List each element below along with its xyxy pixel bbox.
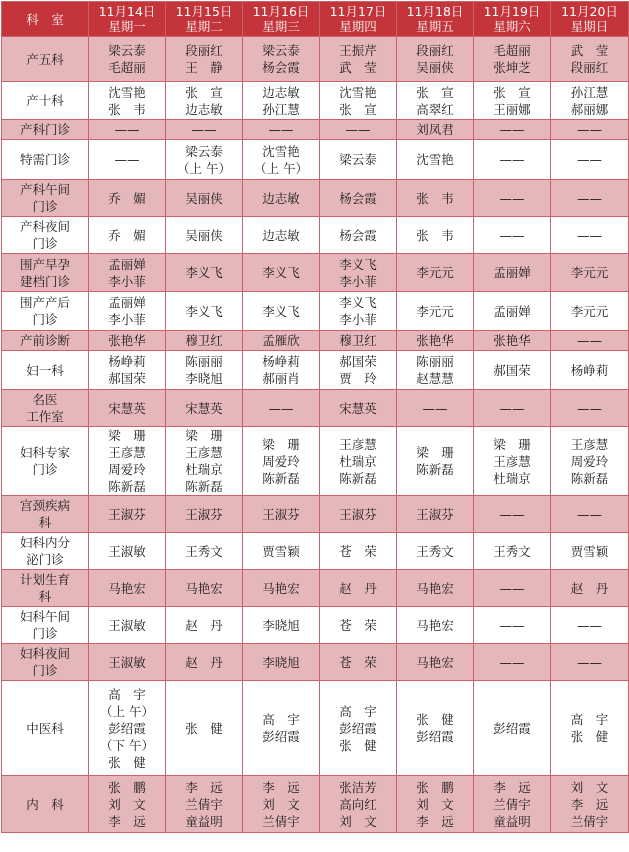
duty-cell: 李元元 [397, 292, 474, 331]
duty-cell: 李义飞 [166, 292, 243, 331]
dept-name: 围产早孕 建档门诊 [2, 254, 89, 292]
date-label: 11月15日 [175, 4, 233, 19]
dept-name: 宫颈疾病 科 [2, 496, 89, 533]
duty-cell: 李元元 [397, 254, 474, 292]
duty-cell: —— [474, 607, 551, 644]
duty-cell: 高 宇 彭绍霞 [243, 681, 320, 776]
duty-cell: 武 莹 段丽红 [551, 37, 629, 82]
duty-cell: 郝国荣 贾 玲 [320, 351, 397, 390]
duty-cell: 段丽红 吴丽侠 [397, 37, 474, 82]
duty-cell: 赵 丹 [166, 644, 243, 681]
schedule-row [2, 37, 629, 82]
duty-cell: 苍 荣 [320, 644, 397, 681]
duty-cell: 刘凤君 [397, 120, 474, 140]
duty-cell: 王淑敏 [89, 644, 166, 681]
weekday-label: 星期五 [416, 19, 454, 34]
dept-name: 产十科 [2, 82, 89, 120]
duty-cell: 王彦慧 周爱玲 陈新磊 [551, 427, 629, 496]
duty-cell: 张艳华 [474, 331, 551, 351]
duty-cell: 贾雪颖 [551, 533, 629, 570]
duty-cell: 李元元 [551, 292, 629, 331]
schedule-row [2, 496, 629, 533]
day-header [243, 2, 320, 37]
duty-cell: —— [551, 644, 629, 681]
duty-cell: 彭绍霞 [474, 681, 551, 776]
duty-cell: 高 宇 彭绍霞 张 健 [320, 681, 397, 776]
schedule-row [2, 217, 629, 254]
duty-cell: 梁 珊 王彦慧 杜瑞京 [474, 427, 551, 496]
duty-cell: 张洁芳 高向红 刘 文 [320, 776, 397, 833]
duty-cell: 马艳宏 [89, 570, 166, 607]
date-label: 11月17日 [329, 4, 387, 19]
duty-cell: 杨会霞 [320, 217, 397, 254]
duty-cell: —— [474, 180, 551, 217]
duty-cell: 张 韦 [397, 180, 474, 217]
duty-cell: 马艳宏 [397, 644, 474, 681]
dept-name: 计划生育 科 [2, 570, 89, 607]
duty-cell: 王彦慧 杜瑞京 陈新磊 [320, 427, 397, 496]
duty-cell: 李义飞 [243, 292, 320, 331]
duty-cell: 陈丽丽 李晓旭 [166, 351, 243, 390]
schedule-row [2, 570, 629, 607]
duty-cell: —— [551, 217, 629, 254]
duty-cell: 梁 珊 周爱玲 陈新磊 [243, 427, 320, 496]
duty-cell: 宋慧英 [89, 390, 166, 427]
schedule-row [2, 607, 629, 644]
duty-cell: 李 远 刘 文 兰倩宇 [243, 776, 320, 833]
duty-cell: 张 宣 边志敏 [166, 82, 243, 120]
schedule-row [2, 390, 629, 427]
duty-cell: 李晓旭 [243, 607, 320, 644]
schedule-row [2, 644, 629, 681]
duty-cell: —— [474, 644, 551, 681]
duty-cell: 王秀文 [397, 533, 474, 570]
duty-cell: 赵 丹 [320, 570, 397, 607]
duty-cell: 苍 荣 [320, 607, 397, 644]
duty-cell: 李晓旭 [243, 644, 320, 681]
duty-cell: 马艳宏 [397, 570, 474, 607]
date-label: 11月18日 [406, 4, 464, 19]
day-header [474, 2, 551, 37]
duty-cell: —— [551, 120, 629, 140]
duty-cell: —— [243, 120, 320, 140]
duty-cell: 杨峥莉 郝国荣 [89, 351, 166, 390]
duty-cell: 沈雪艳 张 宣 [320, 82, 397, 120]
duty-cell: —— [474, 140, 551, 180]
duty-cell: —— [474, 217, 551, 254]
duty-cell: 李元元 [551, 254, 629, 292]
duty-cell: 贾雪颖 [243, 533, 320, 570]
duty-cell: 张 鹏 刘 文 李 远 [89, 776, 166, 833]
duty-cell: 杨峥莉 [551, 351, 629, 390]
dept-name: 中医科 [2, 681, 89, 776]
duty-cell: —— [474, 570, 551, 607]
schedule-body [2, 37, 629, 833]
duty-cell: 梁云泰 （上 午） [166, 140, 243, 180]
duty-cell: —— [551, 140, 629, 180]
schedule-row [2, 776, 629, 833]
schedule-row [2, 331, 629, 351]
duty-cell: 高 宇 （上 午） 彭绍霞 （下 午） 张 健 [89, 681, 166, 776]
duty-cell: 杨会霞 [320, 180, 397, 217]
duty-cell: 李 远 兰倩宇 童益明 [166, 776, 243, 833]
duty-cell: 李义飞 [243, 254, 320, 292]
duty-cell: 边志敏 [243, 217, 320, 254]
duty-cell: —— [89, 120, 166, 140]
duty-cell: —— [397, 390, 474, 427]
duty-cell: 陈丽丽 赵慧慧 [397, 351, 474, 390]
schedule-row [2, 82, 629, 120]
duty-cell: 马艳宏 [397, 607, 474, 644]
duty-cell: —— [474, 496, 551, 533]
schedule-row [2, 292, 629, 331]
duty-cell: —— [551, 180, 629, 217]
duty-cell: —— [166, 120, 243, 140]
dept-name: 妇科内分 泌门诊 [2, 533, 89, 570]
duty-cell: 孟丽婵 [474, 254, 551, 292]
duty-cell: 梁 珊 王彦慧 周爱玲 陈新磊 [89, 427, 166, 496]
duty-cell: 张艳华 [89, 331, 166, 351]
duty-cell: 王淑芬 [243, 496, 320, 533]
duty-cell: 张 健 [166, 681, 243, 776]
duty-cell: 王振芹 武 莹 [320, 37, 397, 82]
duty-cell: 李义飞 李小菲 [320, 254, 397, 292]
duty-cell: —— [551, 390, 629, 427]
duty-cell: 王秀文 [474, 533, 551, 570]
schedule-row [2, 681, 629, 776]
duty-cell: —— [320, 120, 397, 140]
duty-cell: 孟雁欣 [243, 331, 320, 351]
dept-name: 产科午间 门诊 [2, 180, 89, 217]
duty-cell: 王淑芬 [89, 496, 166, 533]
duty-cell: 刘 文 李 远 兰倩宇 [551, 776, 629, 833]
schedule-row [2, 533, 629, 570]
schedule-row [2, 351, 629, 390]
duty-cell: 乔 媚 [89, 217, 166, 254]
dept-name: 妇一科 [2, 351, 89, 390]
dept-name: 围产产后 门诊 [2, 292, 89, 331]
duty-cell: 高 宇 张 健 [551, 681, 629, 776]
date-label: 11月20日 [561, 4, 618, 19]
day-header [397, 2, 474, 37]
duty-cell: 沈雪艳 张 韦 [89, 82, 166, 120]
duty-cell: —— [551, 607, 629, 644]
duty-cell: 边志敏 [243, 180, 320, 217]
dept-name: 产五科 [2, 37, 89, 82]
duty-cell: 李义飞 李小菲 [320, 292, 397, 331]
dept-name: 妇科夜间 门诊 [2, 644, 89, 681]
duty-cell: 赵 丹 [551, 570, 629, 607]
schedule-row [2, 180, 629, 217]
duty-cell: —— [474, 390, 551, 427]
duty-cell: 张 宣 王丽娜 [474, 82, 551, 120]
duty-cell: 孟丽婵 [474, 292, 551, 331]
duty-cell: 王淑芬 [320, 496, 397, 533]
schedule-row [2, 254, 629, 292]
dept-name: 名医 工作室 [2, 390, 89, 427]
weekday-label: 星期日 [570, 19, 609, 34]
duty-cell: 张 健 彭绍霞 [397, 681, 474, 776]
date-label: 11月16日 [252, 4, 310, 19]
dept-name: 产科夜间 门诊 [2, 217, 89, 254]
duty-cell: 苍 荣 [320, 533, 397, 570]
duty-cell: —— [551, 331, 629, 351]
duty-cell: 张艳华 [397, 331, 474, 351]
duty-cell: —— [89, 140, 166, 180]
dept-name: 产科门诊 [2, 120, 89, 140]
weekday-label: 星期一 [108, 19, 146, 34]
dept-name: 妇科专家 门诊 [2, 427, 89, 496]
day-header [166, 2, 243, 37]
duty-cell: 梁云泰 杨会霞 [243, 37, 320, 82]
duty-cell: 王淑芬 [166, 496, 243, 533]
weekday-label: 星期六 [493, 19, 531, 34]
duty-cell: 吴丽侠 [166, 217, 243, 254]
dept-name: 产前诊断 [2, 331, 89, 351]
duty-cell: 孟丽婵 李小菲 [89, 254, 166, 292]
duty-cell: 沈雪艳 （上 午） [243, 140, 320, 180]
weekday-label: 星期三 [262, 19, 300, 34]
dept-header: 科 室 [2, 2, 89, 37]
duty-cell: 宋慧英 [166, 390, 243, 427]
duty-cell: —— [551, 496, 629, 533]
duty-cell: 孙江慧 郝丽娜 [551, 82, 629, 120]
weekday-label: 星期四 [339, 19, 377, 34]
duty-cell: 沈雪艳 [397, 140, 474, 180]
duty-cell: 王秀文 [166, 533, 243, 570]
header-row [2, 2, 629, 37]
duty-cell: —— [474, 120, 551, 140]
duty-cell: 杨峥莉 郝丽肖 [243, 351, 320, 390]
duty-cell: 吴丽侠 [166, 180, 243, 217]
schedule-row [2, 140, 629, 180]
duty-cell: 郝国荣 [474, 351, 551, 390]
day-header [89, 2, 166, 37]
dept-name: 内 科 [2, 776, 89, 833]
date-label: 11月19日 [483, 4, 541, 19]
duty-cell: 王淑敏 [89, 533, 166, 570]
duty-cell: 张 韦 [397, 217, 474, 254]
duty-schedule-table [1, 1, 629, 833]
day-header [551, 2, 629, 37]
duty-cell: 梁云泰 [320, 140, 397, 180]
duty-cell: 梁 珊 陈新磊 [397, 427, 474, 496]
duty-cell: 马艳宏 [243, 570, 320, 607]
duty-cell: 边志敏 孙江慧 [243, 82, 320, 120]
duty-cell: 赵 丹 [166, 607, 243, 644]
duty-cell: 孟丽婵 李小菲 [89, 292, 166, 331]
duty-cell: 穆卫红 [320, 331, 397, 351]
day-header [320, 2, 397, 37]
duty-cell: 毛超丽 张坤芝 [474, 37, 551, 82]
duty-cell: 李 远 兰倩宇 童益明 [474, 776, 551, 833]
dept-name: 妇科午间 门诊 [2, 607, 89, 644]
weekday-label: 星期二 [185, 19, 223, 34]
duty-cell: 梁云泰 毛超丽 [89, 37, 166, 82]
schedule-row [2, 427, 629, 496]
duty-cell: 宋慧英 [320, 390, 397, 427]
duty-cell: 乔 媚 [89, 180, 166, 217]
duty-cell: 段丽红 王 静 [166, 37, 243, 82]
duty-cell: 梁 珊 王彦慧 杜瑞京 陈新磊 [166, 427, 243, 496]
duty-cell: 穆卫红 [166, 331, 243, 351]
dept-name: 特需门诊 [2, 140, 89, 180]
duty-cell: 王淑敏 [89, 607, 166, 644]
duty-cell: 张 宣 高翠红 [397, 82, 474, 120]
date-label: 11月14日 [98, 4, 156, 19]
schedule-row [2, 120, 629, 140]
duty-cell: 马艳宏 [166, 570, 243, 607]
duty-cell: 张 鹏 刘 文 李 远 [397, 776, 474, 833]
duty-cell: 王淑芬 [397, 496, 474, 533]
duty-cell: —— [243, 390, 320, 427]
duty-cell: 李义飞 [166, 254, 243, 292]
